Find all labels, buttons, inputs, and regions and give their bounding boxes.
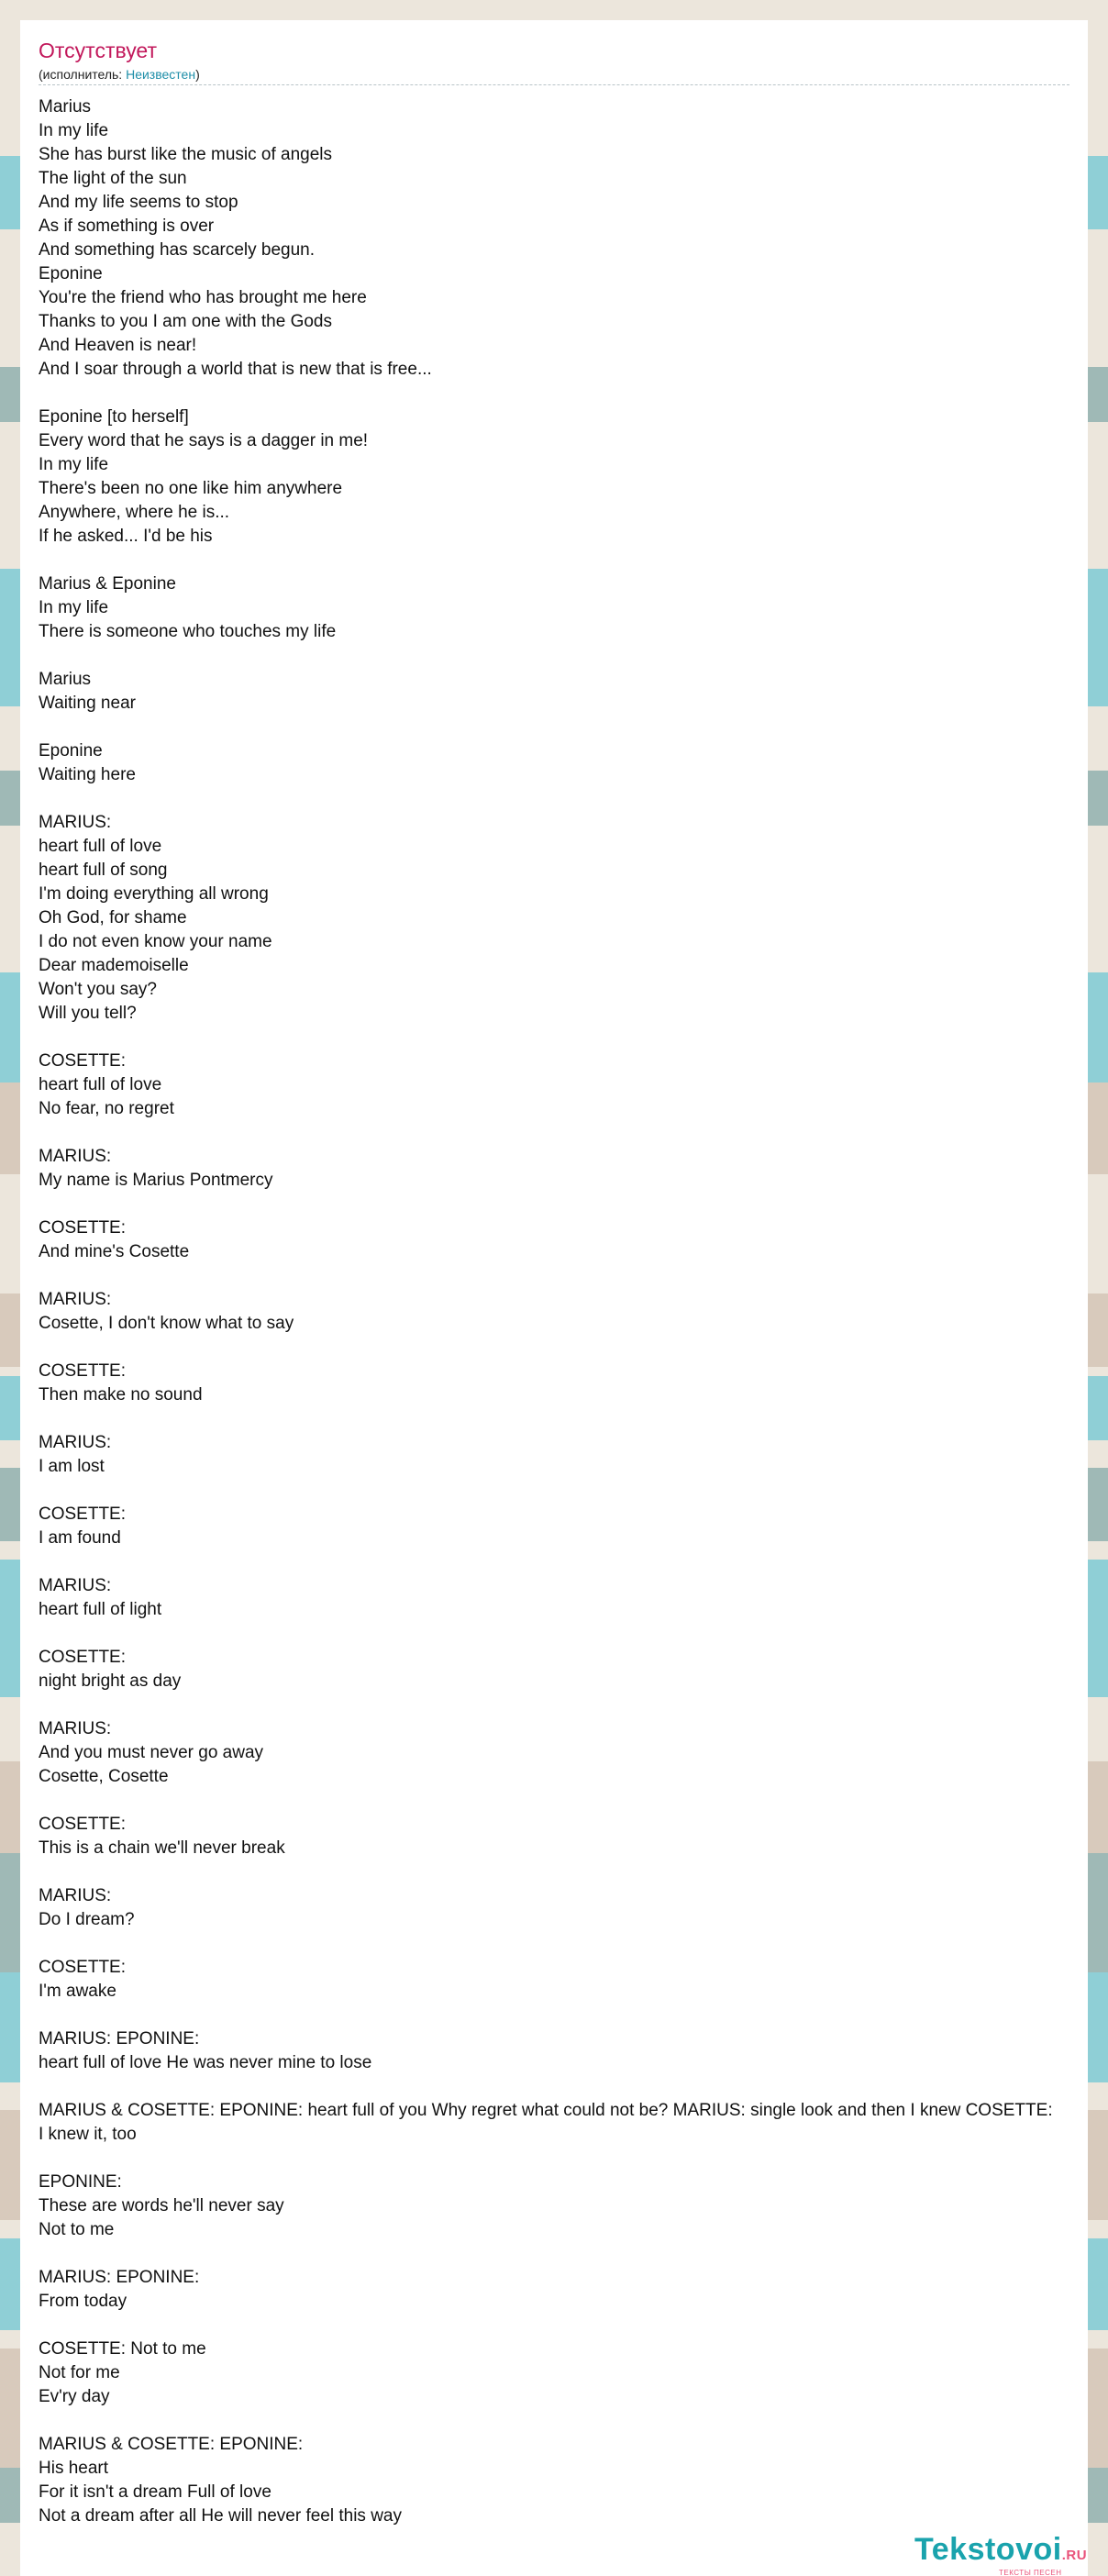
lyric-line: COSETTE: [39, 1958, 127, 1977]
lyric-blank-line [39, 1264, 1053, 1288]
lyric-line: Not a dream after all He will never feel this way [39, 2506, 402, 2526]
lyric-blank-line [39, 1789, 1053, 1813]
lyric-blank-line [39, 549, 1053, 572]
lyric-line: MARIUS & COSETTE: EPONINE: [39, 2435, 304, 2454]
lyric-line: MARIUS: [39, 1576, 112, 1595]
lyric-line: Oh God, for shame [39, 908, 187, 927]
song-title: Отсутствует [39, 39, 157, 62]
lyric-line: MARIUS: EPONINE: [39, 2029, 200, 2049]
lyric-blank-line [39, 1193, 1053, 1216]
lyric-line: MARIUS: [39, 1433, 112, 1452]
lyric-line: His heart [39, 2459, 109, 2478]
lyric-line: MARIUS: [39, 1719, 112, 1738]
lyrics-body [39, 95, 1053, 2528]
lyric-line: The light of the sun [39, 169, 187, 188]
lyric-line: I knew it, too [39, 2125, 137, 2144]
lyric-line: heart full of light [39, 1600, 162, 1619]
lyric-blank-line [39, 1622, 1053, 1646]
lyric-blank-line [39, 1121, 1053, 1145]
lyric-line: There is someone who touches my life [39, 622, 337, 641]
lyric-line: And I soar through a world that is new that is free... [39, 360, 432, 379]
lyric-line: Won't you say? [39, 980, 157, 999]
artist-prefix: (исполнитель: [39, 67, 127, 82]
lyric-line: MARIUS: EPONINE: [39, 2268, 200, 2287]
lyric-line: MARIUS: [39, 1147, 112, 1166]
lyric-line: Not for me [39, 2363, 120, 2382]
lyric-line: COSETTE: [39, 1505, 127, 1524]
lyric-blank-line [39, 2242, 1053, 2266]
lyric-line: Do I dream? [39, 1910, 135, 1929]
artist-link[interactable]: Неизвестен [126, 67, 196, 82]
lyric-line: No fear, no regret [39, 1099, 174, 1118]
lyric-line: Marius [39, 670, 92, 689]
lyric-line: Thanks to you I am one with the Gods [39, 312, 333, 331]
lyric-line: Will you tell? [39, 1004, 137, 1023]
lyric-blank-line [39, 1407, 1053, 1431]
lyric-line: Cosette, Cosette [39, 1767, 169, 1786]
lyric-blank-line [39, 716, 1053, 739]
lyric-line: Cosette, I don't know what to say [39, 1314, 294, 1333]
logo-main-text: Tekstovoi [914, 2532, 1062, 2567]
artist-suffix: ) [195, 67, 200, 82]
lyric-line: My name is Marius Pontmercy [39, 1171, 273, 1190]
lyric-line: I'm awake [39, 1982, 116, 2001]
lyric-line: COSETTE: [39, 1218, 127, 1238]
lyric-blank-line [39, 1550, 1053, 1574]
lyric-line: Every word that he says is a dagger in me! [39, 431, 369, 450]
lyric-line: From today [39, 2292, 127, 2311]
lyric-line: I am found [39, 1528, 121, 1548]
lyric-line: And something has scarcely begun. [39, 240, 316, 260]
lyric-line: I'm doing everything all wrong [39, 884, 269, 904]
lyric-line: Then make no sound [39, 1385, 203, 1405]
lyric-line: night bright as day [39, 1671, 182, 1691]
lyric-line: COSETTE: [39, 1051, 127, 1071]
lyric-line: You're the friend who has brought me here [39, 288, 367, 307]
lyric-blank-line [39, 1932, 1053, 1956]
lyric-line: Eponine [39, 264, 103, 283]
lyric-line: And you must never go away [39, 1743, 264, 1762]
lyric-line: COSETTE: [39, 1648, 127, 1667]
lyric-line: Marius & Eponine [39, 574, 176, 594]
lyric-line: Marius [39, 97, 92, 117]
lyric-line: As if something is over [39, 217, 215, 236]
logo-wordmark [914, 2532, 1087, 2568]
lyric-blank-line [39, 2147, 1053, 2171]
lyric-line: And mine's Cosette [39, 1242, 190, 1261]
lyric-line: COSETTE: [39, 1361, 127, 1381]
lyric-blank-line [39, 382, 1053, 405]
lyric-line: Ev'ry day [39, 2387, 110, 2406]
lyric-line: heart full of song [39, 861, 168, 880]
lyric-line: heart full of love [39, 837, 162, 856]
lyric-line: heart full of love [39, 1075, 162, 1094]
lyric-line: There's been no one like him anywhere [39, 479, 343, 498]
lyric-line: And my life seems to stop [39, 193, 238, 212]
lyric-line: heart full of love He was never mine to lose [39, 2053, 372, 2072]
lyric-blank-line [39, 1336, 1053, 1360]
lyric-line: In my life [39, 598, 109, 617]
lyric-blank-line [39, 644, 1053, 668]
lyric-line: Not to me [39, 2220, 115, 2239]
lyric-blank-line [39, 787, 1053, 811]
lyric-line: EPONINE: [39, 2172, 122, 2192]
lyric-line: COSETTE: [39, 1815, 127, 1834]
lyric-line: MARIUS & COSETTE: EPONINE: heart full of you Why regret what could not be? MARIUS: single look and then I knew COSETTE: [39, 2101, 1053, 2120]
lyric-blank-line [39, 1026, 1053, 1049]
lyric-blank-line [39, 2314, 1053, 2337]
lyric-line: Waiting here [39, 765, 136, 784]
lyric-line: COSETTE: Not to me [39, 2339, 206, 2359]
background-stripe [0, 0, 1108, 18]
lyric-blank-line [39, 2409, 1053, 2433]
lyric-line: These are words he'll never say [39, 2196, 284, 2215]
logo-tagline: ТЕКСТЫ ПЕСЕН [999, 2569, 1062, 2576]
lyric-blank-line [39, 1693, 1053, 1717]
lyric-line: Eponine [39, 741, 103, 761]
lyrics-card [20, 20, 1088, 2576]
lyric-line: She has burst like the music of angels [39, 145, 333, 164]
lyric-line: If he asked... I'd be his [39, 527, 213, 546]
lyric-line: Waiting near [39, 694, 136, 713]
site-logo[interactable] [914, 2532, 1088, 2576]
lyric-line: This is a chain we'll never break [39, 1838, 285, 1858]
lyric-line: MARIUS: [39, 813, 112, 832]
lyric-line: In my life [39, 121, 109, 140]
lyric-line: I am lost [39, 1457, 105, 1476]
lyric-line: MARIUS: [39, 1886, 112, 1905]
lyric-line: Eponine [to herself] [39, 407, 189, 427]
lyric-blank-line [39, 2004, 1053, 2027]
lyric-line: I do not even know your name [39, 932, 272, 951]
lyric-line: Anywhere, where he is... [39, 503, 230, 522]
lyric-blank-line [39, 1860, 1053, 1884]
lyric-line: And Heaven is near! [39, 336, 197, 355]
lyric-line: In my life [39, 455, 109, 474]
logo-tld: .RU [1061, 2548, 1088, 2563]
lyric-blank-line [39, 1479, 1053, 1503]
lyric-line: Dear mademoiselle [39, 956, 189, 975]
lyric-blank-line [39, 2075, 1053, 2099]
title-divider [39, 84, 1069, 85]
lyric-line: For it isn't a dream Full of love [39, 2482, 271, 2502]
artist-line [39, 67, 200, 82]
lyric-line: MARIUS: [39, 1290, 112, 1309]
